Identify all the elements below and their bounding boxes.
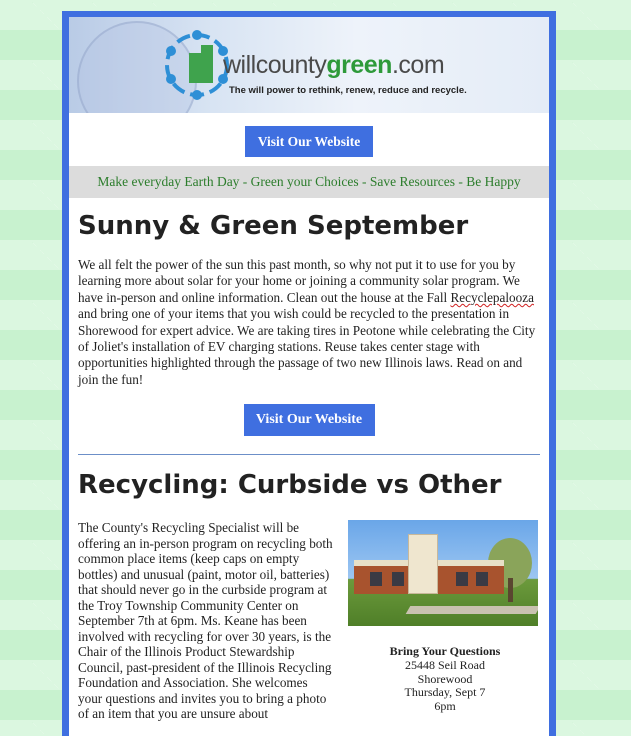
section-title-september: Sunny & Green September <box>78 211 469 241</box>
window-shape <box>456 572 468 586</box>
event-city: Shorewood <box>417 671 473 686</box>
section-divider <box>78 454 540 455</box>
logo-tagline: The will power to rethink, renew, reduce and recycle. <box>229 85 467 96</box>
newsletter-body <box>69 17 549 736</box>
window-shape <box>392 572 404 586</box>
section-title-recycling: Recycling: Curbside vs Other <box>78 470 502 501</box>
event-address: 25448 Seil Road <box>405 658 485 673</box>
recyclepalooza-link[interactable]: Recyclepalooza <box>450 289 534 305</box>
building-entrance-shape <box>408 534 438 594</box>
visit-website-button-top[interactable]: Visit Our Website <box>245 126 373 157</box>
recycling-body: The County's Recycling Specialist will be offering an in-person program on recycling both common place items (keep caps on empty bottles) and unusual (paint, motor oil, batteries) that should never go in the curbside program at the Troy Township Community Center on September 7th at 6pm. Ms. Keane has been involved with recycling for over 30 years, is the Chair of the Illinois Product Stewardship Council, past-president of the Illinois Recycling Foundation and Association. She welcomes your questions and invites you to bring a photo of an item that you are unsure about <box>78 520 333 722</box>
newsletter-frame <box>62 11 556 736</box>
section-body-september: We all felt the power of the sun this past month, so why not put it to use for you by learning more about solar for your home or joining a community solar program. We have in-person and online information. Clean out the house at the Fall Recyclepalooza and bring one of your items that you wish could be recycled to the presentation in Shorewood for expert advice. We are taking tires in Peotone while celebrating the City of Joliet's installation of EV charging stations. Reuse takes center stage with opportunities highlighted through the passage of two new Illinois laws. Read on and join the fun! <box>78 257 536 387</box>
event-date: Thursday, Sept 7 <box>404 685 486 700</box>
site-logo-text: willcountygreen.com <box>223 51 445 79</box>
recycling-content <box>69 520 549 722</box>
header-banner[interactable] <box>69 17 549 113</box>
window-shape <box>476 572 488 586</box>
community-center-photo[interactable] <box>348 520 538 626</box>
walkway-shape <box>406 606 538 614</box>
event-time: 6pm <box>434 698 456 713</box>
tree-trunk-shape <box>508 578 513 602</box>
visit-website-button-middle[interactable]: Visit Our Website <box>244 404 375 436</box>
window-shape <box>370 572 382 586</box>
event-title: Bring Your Questions <box>389 644 501 659</box>
event-sidebar <box>348 520 542 722</box>
slogan-bar: Make everyday Earth Day - Green your Choices - Save Resources - Be Happy <box>69 166 549 198</box>
